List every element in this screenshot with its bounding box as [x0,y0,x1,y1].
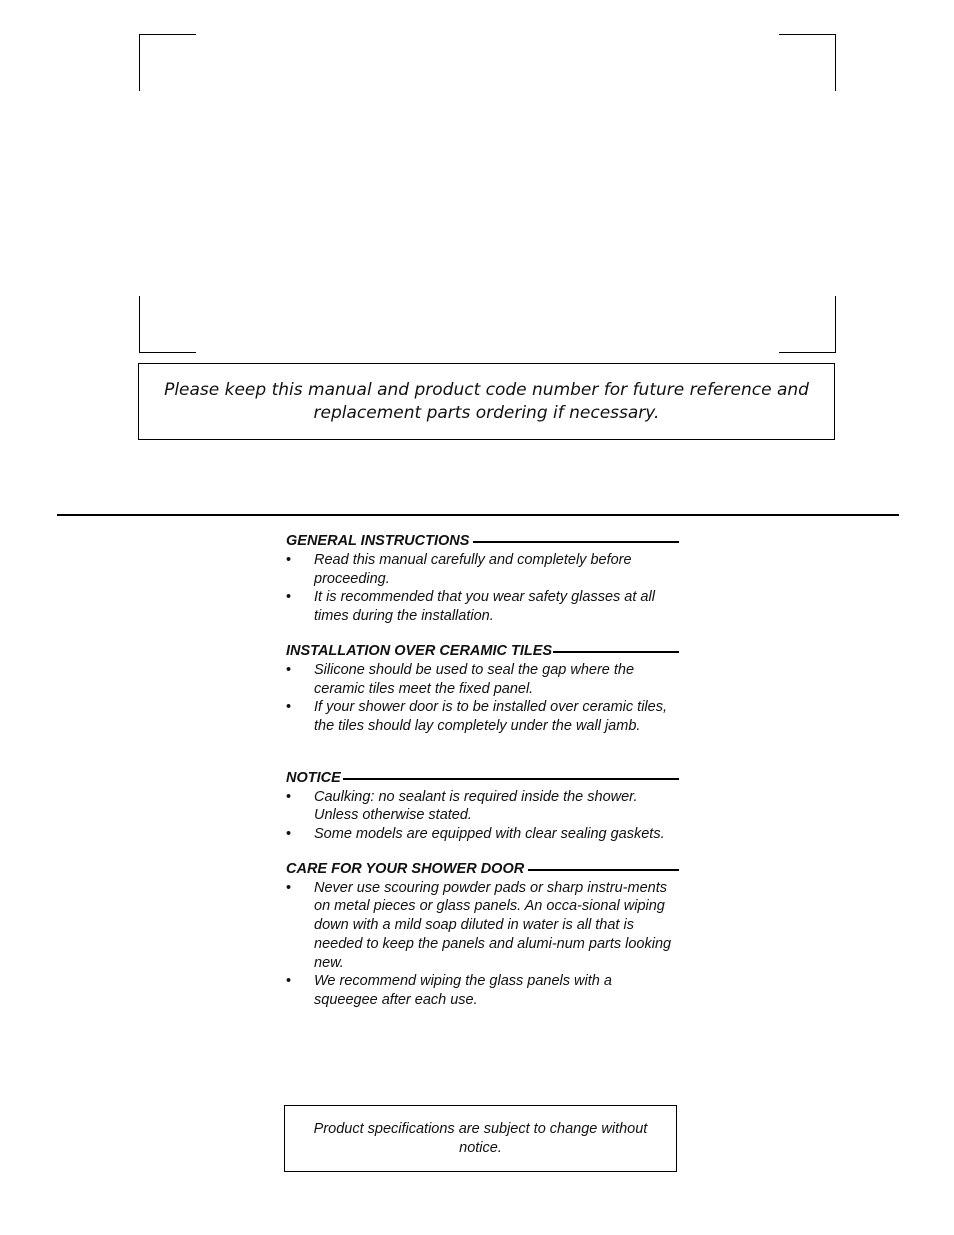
section-heading [286,860,679,878]
section-heading [286,532,679,550]
section-notice [286,769,679,844]
bullet-icon: • [286,661,292,678]
heading-rule [528,869,679,871]
heading-rule [553,651,679,653]
list-item [286,661,679,698]
bullet-list [286,661,679,736]
spec-change-notice-box [284,1105,677,1172]
bullet-icon: • [286,826,292,843]
list-item-text: We recommend wiping the glass panels with a squeegee after each use. [314,973,612,1008]
section-heading [286,642,679,660]
list-item-text: If your shower door is to be installed over ceramic tiles, the tiles should lay completely under the wall jamb. [314,699,667,734]
list-item [286,972,679,1009]
list-item-text: Never use scouring powder pads or sharp instru-ments on metal pieces or glass panels. An occa-sional wiping down with a mild soap diluted in water is all that is needed to keep the panels and alumi-num parts looking new. [314,879,672,971]
list-item [286,551,679,588]
bullet-icon: • [286,552,292,568]
horizontal-divider [57,514,899,516]
crop-mark-bottom-right [779,296,836,353]
heading-rule [343,778,679,780]
bullet-list [286,788,679,844]
bullet-icon: • [286,879,292,896]
crop-mark-bottom-left [139,296,196,353]
list-item-text: Read this manual carefully and completely before proceeding. [314,552,632,587]
section-heading-text: INSTALLATION OVER CERAMIC TILES [286,642,553,659]
bullet-icon: • [286,699,292,716]
bullet-list [286,879,679,1010]
section-heading-text: CARE FOR YOUR SHOWER DOOR [286,860,525,877]
spec-change-notice-text: Product specifications are subject to change without notice. [313,1120,648,1156]
bullet-icon: • [286,788,292,805]
crop-mark-top-right [779,34,836,91]
section-heading-text: NOTICE [286,769,341,786]
keep-manual-notice-box [138,363,835,440]
list-item [286,879,679,973]
list-item-text: Caulking: no sealant is required inside the shower. Unless otherwise stated. [314,788,638,824]
crop-mark-top-left [139,34,196,91]
list-item [286,788,679,825]
bullet-list [286,551,679,626]
section-heading [286,769,679,787]
list-item [286,825,679,844]
bullet-icon: • [286,973,292,990]
list-item [286,698,679,735]
list-item [286,588,679,625]
keep-manual-notice-text: Please keep this manual and product code number for future reference and replacement parts ordering if necessary. [164,379,809,423]
section-ceramic-tiles [286,642,679,736]
section-heading-text: GENERAL INSTRUCTIONS [286,533,470,549]
list-item-text: Some models are equipped with clear sealing gaskets. [314,826,665,843]
section-care [286,860,679,1010]
instructions-column [286,532,679,1010]
section-general-instructions [286,532,679,626]
heading-rule [473,541,679,543]
list-item-text: It is recommended that you wear safety glasses at all times during the installation. [314,589,655,625]
list-item-text: Silicone should be used to seal the gap where the ceramic tiles meet the fixed panel. [314,661,635,697]
bullet-icon: • [286,589,292,606]
